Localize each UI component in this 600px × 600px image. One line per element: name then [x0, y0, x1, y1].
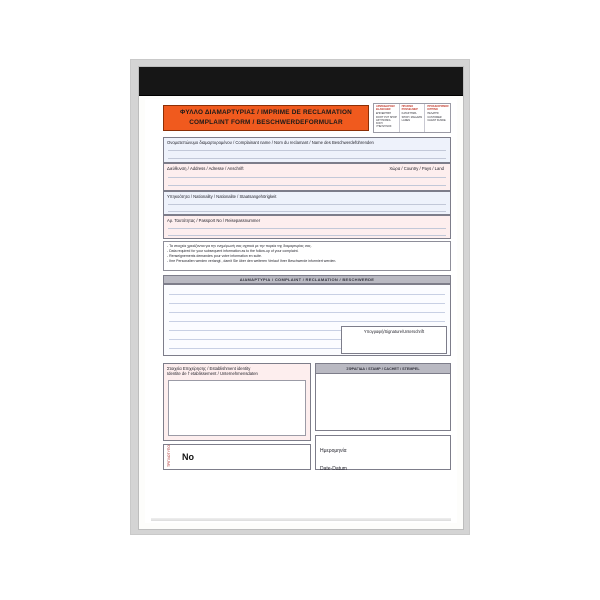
number-label: No [182, 452, 194, 462]
field-passport-number-label: Αρ. Ταυτότητας / Passport No / Reisepassnummer [167, 218, 261, 223]
stamp-header-label: ΣΦΡΑΓΙΔΑ / STAMP / CACHET / STEMPEL [346, 366, 420, 371]
establishment-labels [164, 364, 310, 377]
legend-column-2-heading: ΠΡΑΣΙΝΟ ΡΟSSΕLΜΕΡ [401, 105, 418, 112]
complaint-form-pad [138, 66, 464, 530]
legend-column-1 [374, 104, 400, 132]
stamp-box[interactable] [315, 363, 451, 431]
field-nationality[interactable] [163, 191, 451, 215]
complaint-section-header [163, 275, 451, 284]
form-page [145, 99, 457, 523]
triplicate-side-note: ΤΡΙΠΛΟΤΥΠΟ [167, 445, 171, 467]
note-line-4: - Ihre Personalien werden verlangt , damit Sie über den weiteren Verlauf Ihrer Beschwerde informiert werden. [167, 259, 337, 264]
form-title-line-2: COMPLAINT FORM / BESCHWERDEFORMULAR [189, 119, 343, 126]
note-line-3: - Renseignements demandes pour votre information en suite. [167, 254, 262, 259]
writing-rule [168, 211, 446, 212]
legend-column-1-item-1: ΕΠΙΧΕΙΡΗΣΗ DON'T PUT SHOP [376, 112, 397, 119]
legend-column-1-item-2: ΑΣΤΥΝΟΜΙΑ ΚΟΟΥ ΥΠΕΥΘΥΝΟΣ [376, 118, 392, 128]
writing-rule [168, 158, 446, 159]
date-label-line-2: Date-Datum [320, 466, 347, 472]
field-complainant-name-label: Ονοματεπώνυμο διαμαρτυρομένου / Complainant name / Nom du reclamant / Name des Beschwerdeführenden [167, 140, 374, 145]
establishment-box[interactable] [163, 363, 311, 441]
legend-column-3-heading: ΠΡΟΣΔΙΟΡΙΣΜΟΣ ΚΙΤΡΙΝΟ [427, 105, 449, 112]
form-title-line-1: ΦΥΛΛΟ ΔΙΑΜΑΡΤΥΡΙΑΣ / IMPRIME DE RECLAMATION [180, 109, 352, 116]
note-line-2: - Data required for your subsequent information as to the follow-up of your complaint. [167, 249, 299, 254]
page-edge-shadow [151, 518, 451, 521]
writing-rule [168, 185, 446, 186]
pad-glue-binding [139, 67, 463, 96]
legend-column-2 [400, 104, 426, 132]
legend-column-2-item-1: ΚΑΤΑΣΤΗΜΑ SHOP / ΜΑGΑΖΙΝ LΑDΕΝ [401, 112, 423, 122]
field-country-label: Χώρα / Country / Pays / Land [389, 166, 444, 171]
legend-column-1-heading: ΑΡΜΟΔΙΑΡΧΕΣ ΒLANCHER [376, 105, 395, 112]
note-line-1: - Τα στοιχεία χρειάζονται για την ενημέρωσή σας σχετικά με την πορεία της διαμαρτυρίας σας. [167, 244, 312, 248]
establishment-label-line-1: Στοιχεία Επιχείρησης / Establishment identity [167, 366, 251, 371]
signature-box[interactable] [341, 326, 447, 354]
legend-column-3 [425, 104, 450, 132]
date-label-line-1: Ημερομηνία [320, 448, 347, 454]
writing-rule [168, 177, 446, 178]
field-passport-number[interactable] [163, 215, 451, 239]
date-label-line-1-wrap [316, 436, 450, 457]
establishment-write-area[interactable] [168, 380, 306, 436]
writing-rule [168, 204, 446, 205]
writing-rule [169, 312, 445, 313]
writing-rule [169, 321, 445, 322]
signature-label: Υπογραφή/Signature/Unterschrift [363, 329, 425, 334]
copy-color-legend [373, 103, 451, 133]
complaint-section-header-label: ΔΙΑΜΑΡΤΥΡΙΑ / COMPLAINT / RECLAMATION / BESCHWERDE [239, 277, 375, 282]
establishment-label-line-2: Identite de l' etablissement / Unternehmensdaten [167, 371, 258, 377]
writing-rule [168, 150, 446, 151]
writing-rule [169, 294, 445, 295]
writing-rule [169, 303, 445, 304]
stamp-header [316, 364, 450, 374]
date-box[interactable] [315, 435, 451, 470]
writing-rule [168, 235, 446, 236]
field-complainant-name[interactable] [163, 137, 451, 163]
form-title-block [163, 105, 369, 131]
legend-column-3-item-1: ΠΕΛΑΤΗΣ CUSTOMER CLIENT ΚUΝDΕ [427, 112, 446, 122]
instruction-note [163, 241, 451, 271]
field-address[interactable] [163, 163, 451, 191]
field-address-label: Διεύθυνση / Address / Adresse / Anschrift [167, 166, 244, 171]
date-label-line-2-wrap [316, 457, 450, 475]
writing-rule [168, 228, 446, 229]
field-nationality-label: Υπηκοότητα / Nationality / Nationalite / Staatsangehörigkeit [167, 194, 277, 199]
serial-number-box[interactable] [163, 444, 311, 470]
